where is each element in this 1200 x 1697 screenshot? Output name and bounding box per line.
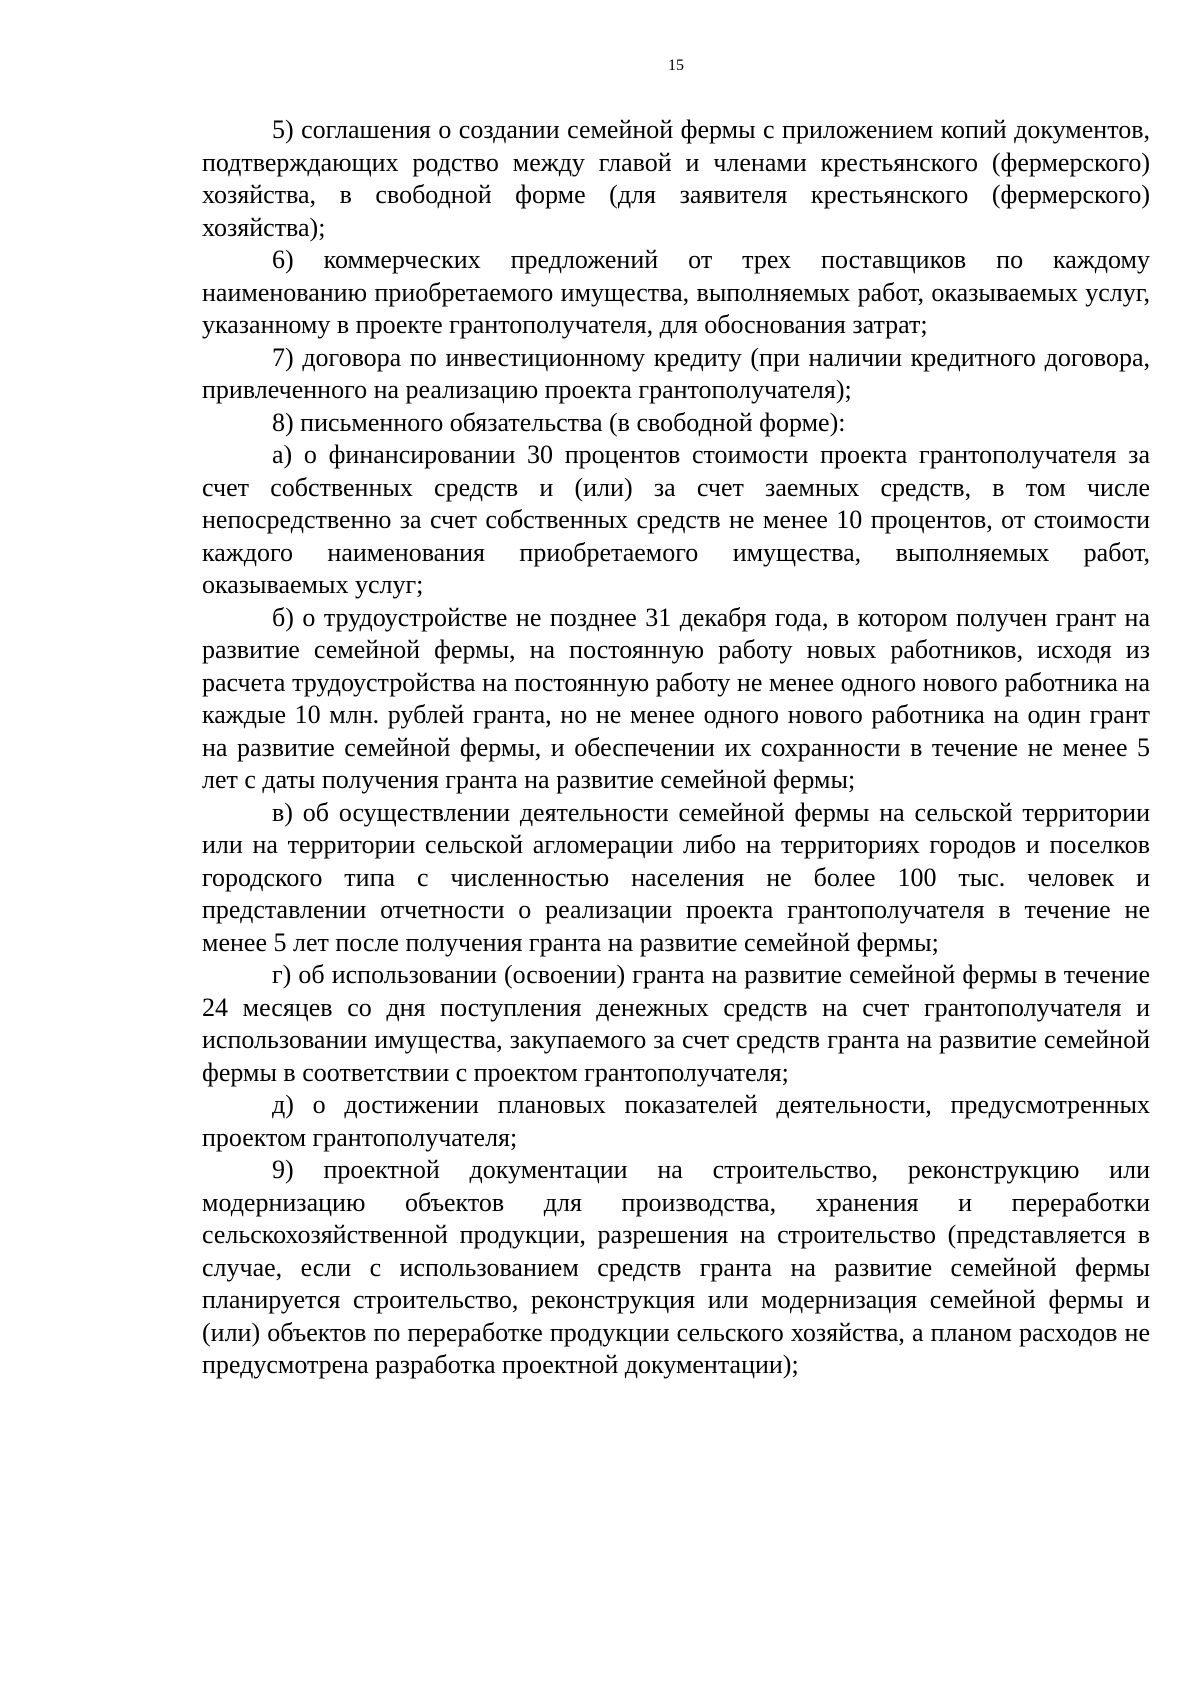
paragraph-item-8: 8) письменного обязательства (в свободной форме): <box>272 407 846 437</box>
paragraph-item-5: 5) соглашения о создании семейной фермы с приложением копий документов, подтверждающих родство между главой и членами крестьянского (фермерского) хозяйства, в свободной форме (для заявителя крестьянского (фермерского) хозяйства); <box>202 115 1150 242</box>
paragraph-item-7: 7) договора по инвестиционному кредиту (при наличии кредитного договора, привлеченного на реализацию проекта грантополучателя); <box>202 342 1150 404</box>
paragraph-subitem-v: в) об осуществлении деятельности семейной фермы на сельской территории или на территории сельской агломерации либо на территориях городов и поселков городского типа с численностью населения не более 100 тыс. человек и представлении отчетности о реализации проекта грантополучателя в течение не менее 5 лет после получения гранта на развитие семейной фермы; <box>202 797 1150 957</box>
paragraph-subitem-a: а) о финансировании 30 процентов стоимости проекта грантополучателя за счет собственных средств и (или) за счет заемных средств, в том числе непосредственно за счет собственных средств не менее 10 процентов, от стоимости каждого наименования приобретаемого имущества, выполняемых работ, оказываемых услуг; <box>202 440 1150 599</box>
paragraph-item-6: 6) коммерческих предложений от трех поставщиков по каждому наименованию приобретаемого имущества, выполняемых работ, оказываемых услуг, указанному в проекте грантополучателя, для обоснования затрат; <box>202 245 1150 339</box>
paragraph-subitem-d: д) о достижении плановых показателей деятельности, предусмотренных проектом грантополучателя; <box>202 1090 1150 1152</box>
paragraph-subitem-g: г) об использовании (освоении) гранта на развитие семейной фермы в течение 24 месяцев со дня поступления денежных средств на счет грантополучателя и использовании имущества, закупаемого за счет средств гранта на развитие семейной фермы в соответствии с проектом грантополучателя; <box>202 960 1150 1087</box>
page-number: 15 <box>668 57 684 74</box>
document-body <box>202 114 1150 1382</box>
paragraph-item-9: 9) проектной документации на строительство, реконструкцию или модернизацию объектов для производства, хранения и переработки сельскохозяйственной продукции, разрешения на строительство (представляется в случае, если с использованием средств гранта на развитие семейной фермы планируется строительство, реконструкция или модернизация семейной фермы и (или) объектов по переработке продукции сельского хозяйства, а планом расходов не предусмотрена разработка проектной документации); <box>202 1155 1150 1379</box>
paragraph-subitem-b: б) о трудоустройстве не позднее 31 декабря года, в котором получен грант на развитие семейной фермы, на постоянную работу новых работников, исходя из расчета трудоустройства на постоянную работу не менее одного нового работника на каждые 10 млн. рублей гранта, но не менее одного нового работника на один грант на развитие семейной фермы, и обеспечении их сохранности в течение не менее 5 лет с даты получения гранта на развитие семейной фермы; <box>202 602 1150 794</box>
